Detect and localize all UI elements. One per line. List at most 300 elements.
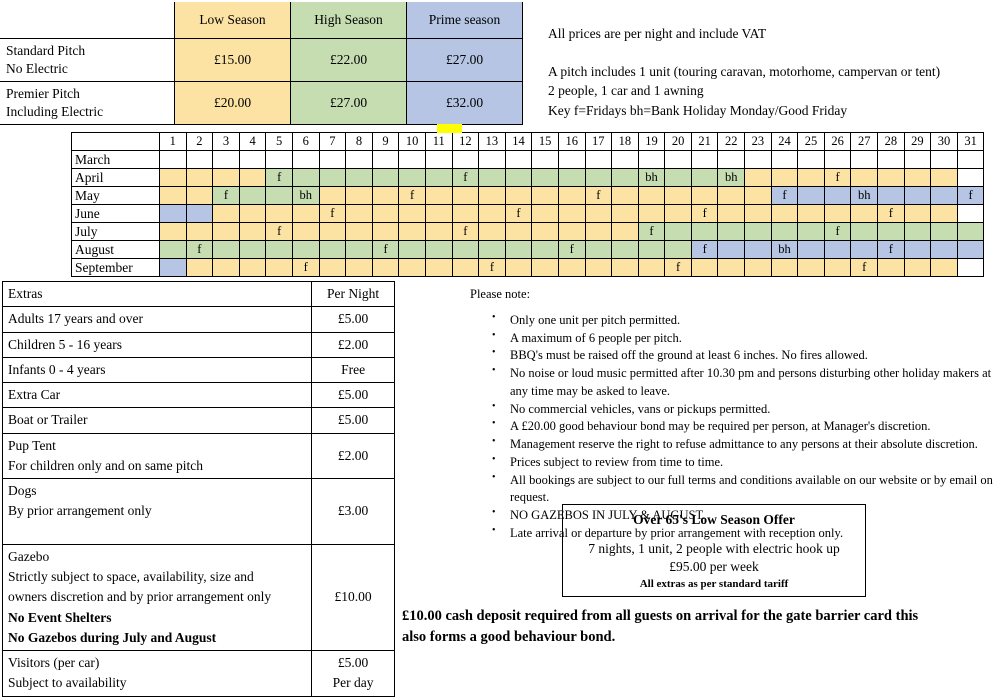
calendar-cell-april-23 bbox=[745, 169, 772, 187]
calendar-cell-august-23 bbox=[745, 241, 772, 259]
calendar-month-label-april: April bbox=[72, 169, 160, 187]
calendar-day-header-25: 25 bbox=[798, 133, 825, 151]
calendar-cell-march-14 bbox=[505, 151, 532, 169]
premier-pitch-prime-price: £32.00 bbox=[407, 82, 523, 125]
calendar-key-note: Key f=Fridays bh=Bank Holiday Monday/Good Friday bbox=[548, 102, 848, 118]
calendar-cell-august-22 bbox=[718, 241, 745, 259]
calendar-cell-may-10: f bbox=[399, 187, 426, 205]
calendar-cell-september-1 bbox=[160, 259, 187, 277]
calendar-cell-march-26 bbox=[824, 151, 851, 169]
calendar-cell-september-23 bbox=[745, 259, 772, 277]
calendar-cell-april-27 bbox=[851, 169, 878, 187]
calendar-cell-march-15 bbox=[532, 151, 559, 169]
calendar-day-header-28: 28 bbox=[878, 133, 905, 151]
calendar-cell-september-31 bbox=[957, 259, 984, 277]
deposit-note-line2: also forms a good behaviour bond. bbox=[402, 628, 616, 645]
extras-amount-value: £5.00 bbox=[337, 311, 369, 327]
calendar-cell-march-21 bbox=[691, 151, 718, 169]
calendar-cell-september-5 bbox=[266, 259, 293, 277]
calendar-day-header-2: 2 bbox=[186, 133, 213, 151]
calendar-cell-may-8 bbox=[346, 187, 373, 205]
table-row bbox=[3, 307, 395, 332]
over-65-offer-box bbox=[562, 504, 866, 597]
calendar-cell-may-12 bbox=[452, 187, 479, 205]
calendar-cell-september-2 bbox=[186, 259, 213, 277]
extras-item-7 bbox=[3, 544, 312, 650]
calendar-month-label-july: July bbox=[72, 223, 160, 241]
calendar-cell-march-30 bbox=[931, 151, 958, 169]
calendar-cell-june-10 bbox=[399, 205, 426, 223]
calendar-cell-may-21 bbox=[691, 187, 718, 205]
calendar-day-header-8: 8 bbox=[346, 133, 373, 151]
calendar-cell-june-5 bbox=[266, 205, 293, 223]
extras-amount-value: £3.00 bbox=[337, 503, 369, 519]
calendar-cell-march-19 bbox=[638, 151, 665, 169]
calendar-day-header-11: 11 bbox=[425, 133, 452, 151]
calendar-cell-september-7 bbox=[319, 259, 346, 277]
calendar-cell-april-24 bbox=[771, 169, 798, 187]
calendar-cell-may-1 bbox=[160, 187, 187, 205]
calendar-cell-june-19 bbox=[638, 205, 665, 223]
standard-pitch-label bbox=[0, 39, 175, 82]
list-item: • No commercial vehicles, vans or pickups permitted. bbox=[492, 401, 1000, 419]
calendar-cell-june-17 bbox=[585, 205, 612, 223]
extras-item-line: Subject to availability bbox=[8, 675, 127, 691]
calendar-cell-june-3 bbox=[213, 205, 240, 223]
calendar-cell-august-30 bbox=[931, 241, 958, 259]
calendar-day-header-22: 22 bbox=[718, 133, 745, 151]
offer-line-1: 7 nights, 1 unit, 2 people with electric hook up bbox=[588, 541, 840, 556]
calendar-cell-april-16 bbox=[558, 169, 585, 187]
offer-title: Over 65's Low Season Offer bbox=[633, 512, 795, 527]
calendar-cell-march-29 bbox=[904, 151, 931, 169]
calendar-cell-july-14 bbox=[505, 223, 532, 241]
extras-item-line: Dogs bbox=[8, 483, 37, 498]
pitch-includes-note: A pitch includes 1 unit (touring caravan, motorhome, campervan or tent) bbox=[548, 63, 941, 79]
list-item: • Prices subject to review from time to time. bbox=[492, 454, 1000, 472]
list-item: • No noise or loud music permitted after 10.30 pm and persons disturbing other holiday makers at any time may be asked to leave. bbox=[492, 365, 1000, 401]
calendar-month-row bbox=[72, 151, 984, 169]
extras-item-line: Gazebo bbox=[8, 548, 50, 564]
calendar-day-header-27: 27 bbox=[851, 133, 878, 151]
extras-item-line: No Event Shelters bbox=[8, 609, 112, 625]
calendar-cell-july-10 bbox=[399, 223, 426, 241]
calendar-month-row bbox=[72, 223, 984, 241]
calendar-cell-march-12 bbox=[452, 151, 479, 169]
calendar-cell-june-21: f bbox=[691, 205, 718, 223]
table-row bbox=[3, 544, 395, 650]
extras-item-8 bbox=[3, 651, 312, 697]
calendar-cell-july-31 bbox=[957, 223, 984, 241]
calendar-cell-may-7 bbox=[319, 187, 346, 205]
calendar-cell-july-1 bbox=[160, 223, 187, 241]
calendar-cell-april-7 bbox=[319, 169, 346, 187]
calendar-month-label-august: August bbox=[72, 241, 160, 259]
list-item: • Management reserve the right to refuse admittance to any persons at their absolute discretion. bbox=[492, 436, 1000, 454]
calendar-cell-august-7 bbox=[319, 241, 346, 259]
calendar-cell-august-17 bbox=[585, 241, 612, 259]
calendar-cell-march-18 bbox=[612, 151, 639, 169]
calendar-month-label-june: June bbox=[72, 205, 160, 223]
notes-spacer bbox=[548, 44, 998, 62]
calendar-cell-september-12 bbox=[452, 259, 479, 277]
calendar-cell-september-18 bbox=[612, 259, 639, 277]
calendar-cell-august-31 bbox=[957, 241, 984, 259]
calendar-cell-march-22 bbox=[718, 151, 745, 169]
calendar-cell-april-2 bbox=[186, 169, 213, 187]
calendar-cell-september-9 bbox=[372, 259, 399, 277]
extras-item-line: Visitors (per car) bbox=[8, 655, 100, 670]
calendar-cell-july-2 bbox=[186, 223, 213, 241]
calendar-cell-march-28 bbox=[878, 151, 905, 169]
calendar-cell-july-4 bbox=[239, 223, 266, 241]
calendar-day-header-3: 3 bbox=[213, 133, 240, 151]
offer-line-2: £95.00 per week bbox=[669, 559, 759, 575]
calendar-cell-may-30 bbox=[931, 187, 958, 205]
calendar-cell-april-31 bbox=[957, 169, 984, 187]
top-right-notes bbox=[548, 24, 998, 120]
premier-pitch-label bbox=[0, 82, 175, 125]
calendar-cell-august-11 bbox=[425, 241, 452, 259]
calendar-cell-june-8 bbox=[346, 205, 373, 223]
calendar-cell-july-22 bbox=[718, 223, 745, 241]
calendar-cell-september-3 bbox=[213, 259, 240, 277]
calendar-cell-september-27: f bbox=[851, 259, 878, 277]
calendar-cell-may-24: f bbox=[771, 187, 798, 205]
extras-body bbox=[3, 282, 395, 697]
calendar-cell-august-12 bbox=[452, 241, 479, 259]
calendar-cell-september-22 bbox=[718, 259, 745, 277]
calendar-month-label-may: May bbox=[72, 187, 160, 205]
calendar-cell-april-14 bbox=[505, 169, 532, 187]
calendar-cell-march-8 bbox=[346, 151, 373, 169]
calendar-cell-august-1 bbox=[160, 241, 187, 259]
calendar-day-header-19: 19 bbox=[638, 133, 665, 151]
table-row bbox=[3, 332, 395, 357]
calendar-cell-march-9 bbox=[372, 151, 399, 169]
calendar-cell-august-5 bbox=[266, 241, 293, 259]
extras-item-2 bbox=[3, 357, 312, 382]
premier-pitch-high-price: £27.00 bbox=[291, 82, 407, 125]
calendar-cell-may-22 bbox=[718, 187, 745, 205]
calendar-cell-march-17 bbox=[585, 151, 612, 169]
calendar-cell-september-8 bbox=[346, 259, 373, 277]
calendar-cell-july-11 bbox=[425, 223, 452, 241]
calendar-cell-april-25 bbox=[798, 169, 825, 187]
calendar-cell-july-3 bbox=[213, 223, 240, 241]
season-price-table bbox=[0, 2, 523, 125]
calendar-cell-april-13 bbox=[479, 169, 506, 187]
season-header-high: High Season bbox=[291, 2, 407, 39]
calendar-cell-september-28 bbox=[878, 259, 905, 277]
calendar-cell-may-28 bbox=[878, 187, 905, 205]
season-header-low: Low Season bbox=[175, 2, 291, 39]
calendar-cell-june-11 bbox=[425, 205, 452, 223]
calendar-cell-march-23 bbox=[745, 151, 772, 169]
calendar-cell-august-20 bbox=[665, 241, 692, 259]
calendar-cell-august-25 bbox=[798, 241, 825, 259]
extras-header-row bbox=[3, 282, 395, 307]
calendar-cell-august-14 bbox=[505, 241, 532, 259]
calendar-cell-may-13 bbox=[479, 187, 506, 205]
calendar-month-label-march: March bbox=[72, 151, 160, 169]
calendar-cell-august-2: f bbox=[186, 241, 213, 259]
calendar-cell-march-16 bbox=[558, 151, 585, 169]
extras-item-6 bbox=[3, 479, 312, 545]
calendar-cell-september-17 bbox=[585, 259, 612, 277]
table-row bbox=[3, 383, 395, 408]
extras-amount-1 bbox=[312, 332, 395, 357]
extras-item-line bbox=[8, 522, 306, 542]
calendar-cell-june-4 bbox=[239, 205, 266, 223]
extras-item-line: No Gazebos during July and August bbox=[8, 629, 217, 645]
calendar-cell-july-7 bbox=[319, 223, 346, 241]
calendar-cell-july-5: f bbox=[266, 223, 293, 241]
calendar-cell-june-15 bbox=[532, 205, 559, 223]
list-item: • Late arrival or departure by prior arrangement with reception only. bbox=[492, 525, 1000, 543]
calendar-cell-august-29 bbox=[904, 241, 931, 259]
season-header-prime: Prime season bbox=[407, 2, 523, 39]
calendar-cell-april-6 bbox=[292, 169, 319, 187]
calendar-day-header-18: 18 bbox=[612, 133, 639, 151]
extras-amount-2 bbox=[312, 357, 395, 382]
calendar-day-header-26: 26 bbox=[824, 133, 851, 151]
table-row bbox=[3, 408, 395, 433]
calendar-cell-april-19: bh bbox=[638, 169, 665, 187]
calendar-day-header-21: 21 bbox=[691, 133, 718, 151]
extras-amount-unit: Per day bbox=[332, 675, 374, 691]
calendar-table bbox=[71, 132, 984, 277]
calendar-cell-july-21 bbox=[691, 223, 718, 241]
calendar-day-header-17: 17 bbox=[585, 133, 612, 151]
calendar-cell-march-31 bbox=[957, 151, 984, 169]
calendar-cell-may-31: f bbox=[957, 187, 984, 205]
extras-header-item: Extras bbox=[3, 282, 312, 307]
extras-amount-3 bbox=[312, 383, 395, 408]
table-row bbox=[0, 39, 523, 82]
premier-pitch-line1: Premier Pitch bbox=[6, 85, 80, 101]
calendar-cell-march-6 bbox=[292, 151, 319, 169]
table-row bbox=[0, 82, 523, 125]
calendar-cell-april-4 bbox=[239, 169, 266, 187]
extras-amount-value: £5.00 bbox=[337, 412, 369, 428]
table-row bbox=[3, 357, 395, 382]
extras-item-line: Boat or Trailer bbox=[8, 412, 88, 428]
calendar-day-header-16: 16 bbox=[558, 133, 585, 151]
calendar-cell-april-30 bbox=[931, 169, 958, 187]
calendar-cell-july-23 bbox=[745, 223, 772, 241]
calendar-cell-june-31 bbox=[957, 205, 984, 223]
please-note-title: Please note: bbox=[470, 287, 531, 301]
calendar-cell-march-20 bbox=[665, 151, 692, 169]
calendar-body bbox=[72, 151, 984, 277]
calendar-cell-may-2 bbox=[186, 187, 213, 205]
calendar-cell-july-28 bbox=[878, 223, 905, 241]
calendar-cell-august-9: f bbox=[372, 241, 399, 259]
calendar-head bbox=[72, 133, 984, 151]
calendar-cell-september-13: f bbox=[479, 259, 506, 277]
calendar-cell-may-9 bbox=[372, 187, 399, 205]
calendar-cell-september-16 bbox=[558, 259, 585, 277]
calendar-cell-june-26 bbox=[824, 205, 851, 223]
calendar-day-header-30: 30 bbox=[931, 133, 958, 151]
calendar-day-header-4: 4 bbox=[239, 133, 266, 151]
calendar-cell-august-15 bbox=[532, 241, 559, 259]
calendar-cell-june-30 bbox=[931, 205, 958, 223]
calendar-cell-may-20 bbox=[665, 187, 692, 205]
calendar-cell-april-21 bbox=[691, 169, 718, 187]
calendar-cell-june-27 bbox=[851, 205, 878, 223]
calendar-month-row bbox=[72, 169, 984, 187]
calendar-cell-may-3: f bbox=[213, 187, 240, 205]
calendar-cell-september-14 bbox=[505, 259, 532, 277]
season-table-corner bbox=[0, 2, 175, 39]
calendar-cell-may-27: bh bbox=[851, 187, 878, 205]
table-row bbox=[3, 651, 395, 697]
calendar-cell-april-17 bbox=[585, 169, 612, 187]
standard-pitch-line1: Standard Pitch bbox=[6, 42, 86, 58]
standard-pitch-high-price: £22.00 bbox=[291, 39, 407, 82]
calendar-cell-july-8 bbox=[346, 223, 373, 241]
extras-item-line: Children 5 - 16 years bbox=[8, 336, 122, 352]
calendar-cell-july-20 bbox=[665, 223, 692, 241]
calendar-cell-june-6 bbox=[292, 205, 319, 223]
calendar-cell-september-10 bbox=[399, 259, 426, 277]
calendar-cell-july-19: f bbox=[638, 223, 665, 241]
extras-item-line: By prior arrangement only bbox=[8, 503, 152, 519]
calendar-day-header-15: 15 bbox=[532, 133, 559, 151]
calendar-cell-march-25 bbox=[798, 151, 825, 169]
calendar-cell-march-3 bbox=[213, 151, 240, 169]
extras-amount-0 bbox=[312, 307, 395, 332]
extras-item-line: Pup Tent bbox=[8, 437, 56, 453]
extras-amount-value: £2.00 bbox=[337, 447, 369, 463]
calendar-cell-march-13 bbox=[479, 151, 506, 169]
calendar-cell-june-16 bbox=[558, 205, 585, 223]
calendar-cell-april-5: f bbox=[266, 169, 293, 187]
calendar-cell-may-18 bbox=[612, 187, 639, 205]
calendar-cell-september-29 bbox=[904, 259, 931, 277]
calendar-month-row bbox=[72, 259, 984, 277]
calendar-cell-september-6: f bbox=[292, 259, 319, 277]
calendar-cell-june-18 bbox=[612, 205, 639, 223]
extras-item-0 bbox=[3, 307, 312, 332]
extras-amount-value: £5.00 bbox=[337, 655, 369, 670]
calendar-cell-june-2 bbox=[186, 205, 213, 223]
premier-pitch-low-price: £20.00 bbox=[175, 82, 291, 125]
calendar-cell-september-26 bbox=[824, 259, 851, 277]
calendar-cell-june-20 bbox=[665, 205, 692, 223]
calendar-cell-may-6: bh bbox=[292, 187, 319, 205]
extras-amount-5 bbox=[312, 433, 395, 479]
calendar-month-row bbox=[72, 187, 984, 205]
calendar-cell-july-15 bbox=[532, 223, 559, 241]
calendar-cell-july-12: f bbox=[452, 223, 479, 241]
calendar-day-header-7: 7 bbox=[319, 133, 346, 151]
calendar-cell-august-3 bbox=[213, 241, 240, 259]
calendar-cell-may-25 bbox=[798, 187, 825, 205]
calendar-cell-march-2 bbox=[186, 151, 213, 169]
calendar-cell-september-24 bbox=[771, 259, 798, 277]
calendar-cell-june-12 bbox=[452, 205, 479, 223]
calendar-day-header-20: 20 bbox=[665, 133, 692, 151]
extras-item-line: Adults 17 years and over bbox=[8, 311, 143, 327]
calendar-cell-august-21: f bbox=[691, 241, 718, 259]
calendar-month-row bbox=[72, 241, 984, 259]
calendar-cell-may-16 bbox=[558, 187, 585, 205]
calendar-cell-august-13 bbox=[479, 241, 506, 259]
calendar-cell-may-23 bbox=[745, 187, 772, 205]
calendar-cell-july-26: f bbox=[824, 223, 851, 241]
extras-item-line: For children only and on same pitch bbox=[8, 457, 203, 473]
standard-pitch-low-price: £15.00 bbox=[175, 39, 291, 82]
deposit-note bbox=[402, 606, 982, 647]
calendar-day-header-5: 5 bbox=[266, 133, 293, 151]
calendar-cell-april-3 bbox=[213, 169, 240, 187]
calendar-cell-july-16 bbox=[558, 223, 585, 241]
calendar-month-label-september: September bbox=[72, 259, 160, 277]
premier-pitch-line2: Including Electric bbox=[6, 104, 104, 119]
list-item: • All bookings are subject to our full terms and conditions available on our website or by email on request. bbox=[492, 472, 1000, 508]
season-header-row bbox=[0, 2, 523, 39]
calendar-cell-may-17: f bbox=[585, 187, 612, 205]
extras-item-line: Strictly subject to space, availability, size and bbox=[8, 569, 254, 584]
calendar-cell-april-28 bbox=[878, 169, 905, 187]
extras-item-4 bbox=[3, 408, 312, 433]
calendar-cell-may-26 bbox=[824, 187, 851, 205]
calendar-cell-march-5 bbox=[266, 151, 293, 169]
calendar-cell-april-15 bbox=[532, 169, 559, 187]
calendar-cell-june-24 bbox=[771, 205, 798, 223]
calendar-cell-may-11 bbox=[425, 187, 452, 205]
calendar-cell-july-24 bbox=[771, 223, 798, 241]
calendar-cell-july-17 bbox=[585, 223, 612, 241]
calendar-cell-july-30 bbox=[931, 223, 958, 241]
calendar-cell-august-8 bbox=[346, 241, 373, 259]
calendar-cell-september-20: f bbox=[665, 259, 692, 277]
table-row bbox=[3, 479, 395, 545]
standard-pitch-prime-price: £27.00 bbox=[407, 39, 523, 82]
calendar-cell-september-11 bbox=[425, 259, 452, 277]
extras-item-5 bbox=[3, 433, 312, 479]
calendar-day-header-1: 1 bbox=[160, 133, 187, 151]
calendar-cell-july-13 bbox=[479, 223, 506, 241]
extras-item-line: owners discretion and by prior arrangement only bbox=[8, 589, 272, 605]
calendar-cell-june-13 bbox=[479, 205, 506, 223]
calendar-cell-june-29 bbox=[904, 205, 931, 223]
calendar-cell-april-11 bbox=[425, 169, 452, 187]
calendar-cell-june-1 bbox=[160, 205, 187, 223]
calendar-cell-july-29 bbox=[904, 223, 931, 241]
calendar-cell-april-8 bbox=[346, 169, 373, 187]
extras-amount-7 bbox=[312, 544, 395, 650]
calendar-day-header-31: 31 bbox=[957, 133, 984, 151]
calendar-cell-july-9 bbox=[372, 223, 399, 241]
calendar-cell-june-22 bbox=[718, 205, 745, 223]
calendar-cell-may-5 bbox=[266, 187, 293, 205]
calendar-cell-september-30 bbox=[931, 259, 958, 277]
calendar-cell-august-10 bbox=[399, 241, 426, 259]
calendar-corner-cell bbox=[72, 133, 160, 151]
calendar-cell-march-7 bbox=[319, 151, 346, 169]
calendar-cell-june-28: f bbox=[878, 205, 905, 223]
calendar-cell-july-18 bbox=[612, 223, 639, 241]
calendar-cell-april-22: bh bbox=[718, 169, 745, 187]
extras-amount-8 bbox=[312, 651, 395, 697]
calendar-cell-march-24 bbox=[771, 151, 798, 169]
calendar-cell-august-28: f bbox=[878, 241, 905, 259]
calendar-cell-march-1 bbox=[160, 151, 187, 169]
